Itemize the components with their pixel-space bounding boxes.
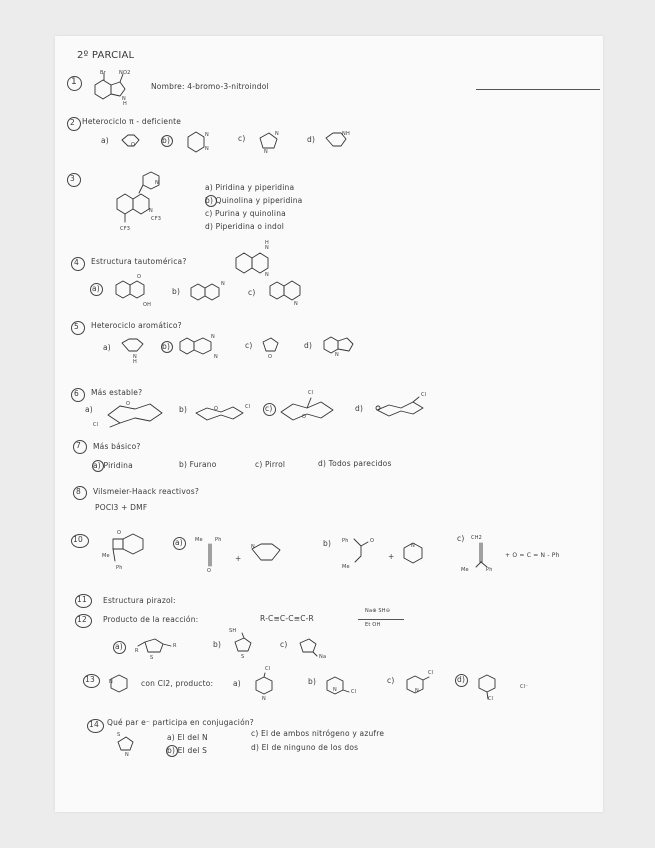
question-text: Heterociclo π - deficiente [82, 117, 182, 126]
option-text: b) Quinolina y piperidina [205, 196, 303, 205]
atom-label: N [125, 752, 129, 758]
question-number: 8 [76, 487, 81, 496]
atom-label: Cl [93, 422, 99, 428]
atom-label: N [109, 679, 113, 685]
atom-label: H [133, 359, 137, 365]
option-text: a) El del N [167, 733, 208, 742]
atom-label: H [265, 240, 269, 246]
option-text: d) Piperidina o indol [205, 222, 285, 231]
atom-label: Cl [245, 404, 251, 410]
indolizine-structure [321, 334, 365, 360]
atom-label: NH [342, 131, 350, 137]
atom-label: Me [461, 567, 469, 573]
atom-label: O [137, 274, 142, 280]
option-label: d) [457, 675, 466, 684]
question-text: Más básico? [93, 442, 141, 451]
atom-label: Ph [486, 567, 493, 573]
option-label: a) [103, 343, 111, 352]
option-label: c) [245, 341, 253, 350]
thiophene-a-structure [135, 636, 179, 662]
question-number: 5 [74, 322, 79, 331]
question-number: 7 [76, 441, 81, 450]
option-label: a) [101, 136, 109, 145]
thiophene-b-structure [229, 632, 263, 660]
question-number: 6 [74, 389, 79, 398]
option-label: d) [304, 341, 313, 350]
option-label: c) [387, 676, 395, 685]
atom-label: N [411, 543, 415, 549]
option-label: d) [307, 135, 316, 144]
atom-label: N [122, 96, 126, 102]
option-label: b) [213, 640, 222, 649]
atom-label: R [135, 648, 139, 654]
reaction-arrow [358, 619, 404, 620]
atom-label: Cl [488, 696, 494, 702]
pyran-structure [119, 132, 141, 150]
chloropyridine-a-structure [252, 672, 282, 700]
atom-label: SH [229, 628, 237, 634]
atom-label: N [133, 354, 137, 360]
atom-label: R [173, 643, 177, 649]
atom-label: S [150, 655, 154, 661]
option-text: c) Pirrol [255, 460, 286, 469]
option-label: b) [162, 136, 171, 145]
atom-label: O [214, 406, 219, 412]
option-label: a) [233, 679, 241, 688]
atom-label: O [131, 142, 136, 148]
option-label: a) [175, 538, 183, 547]
atom-label: NO2 [119, 70, 131, 76]
atom-label: Ph [215, 537, 222, 543]
answer-text: POCl3 + DMF [95, 503, 148, 512]
atom-label: N [335, 352, 339, 358]
atom-label: O [302, 414, 307, 420]
question-text: Heterociclo aromático? [91, 321, 182, 330]
atom-label: CF3 [151, 216, 162, 222]
atom-label: Me [195, 537, 203, 543]
counter-ion: Cl⁻ [520, 684, 529, 690]
option-label: a) [115, 642, 123, 651]
question-text: Estructura pirazol: [103, 596, 176, 605]
option-label: d) [355, 404, 364, 413]
option-label: a) [85, 405, 93, 414]
question-text: con Cl2, producto: [141, 679, 214, 688]
question-number: 13 [85, 675, 95, 684]
chair-conformer-a [105, 401, 167, 431]
question-number: 11 [77, 595, 87, 604]
atom-label: O [370, 538, 375, 544]
question-text: Vilsmeier-Haack reactivos? [93, 487, 200, 496]
atom-label: Ph [116, 565, 123, 571]
option-label: c) [248, 288, 256, 297]
chloropyridine-b-structure [323, 674, 357, 700]
atom-label: N [415, 688, 419, 694]
atom-label: Me [102, 553, 110, 559]
option-text: d) El de ninguno de los dos [251, 743, 359, 752]
exam-title: 2º PARCIAL [77, 50, 135, 61]
atom-label: N [211, 334, 215, 340]
signature-line [476, 89, 600, 90]
option-label: c) [280, 640, 288, 649]
question-text: Producto de la reacción: [103, 615, 199, 624]
option-label: c) [457, 534, 465, 543]
question-number: 14 [89, 720, 99, 729]
question-number: 10 [73, 535, 83, 544]
option-text: a) Piridina [93, 461, 133, 470]
atom-label: S [241, 654, 245, 660]
atom-label: Cl [351, 689, 357, 695]
quinoxaline-structure [233, 248, 281, 278]
plus-sign: + [235, 554, 242, 563]
atom-label: N [264, 149, 268, 155]
question-text: Estructura tautomérica? [91, 257, 187, 266]
atom-label: O [268, 354, 273, 360]
atom-label: OH [143, 302, 152, 308]
indole-structure [90, 71, 140, 106]
benzodiazepine-like-structure [177, 336, 227, 360]
chair-conformer-b [193, 403, 249, 427]
tautomer-c-structure [267, 278, 317, 306]
atom-label: Cl [308, 390, 314, 396]
quinoline-piperidine-structure [95, 171, 175, 231]
question-text: Más estable? [91, 388, 143, 397]
reagent-top: Na⊕ SH⊖ [365, 608, 391, 614]
atom-label: Na [319, 654, 327, 660]
question-text: Qué par e⁻ participa en conjugación? [107, 718, 254, 727]
atom-label: H [123, 101, 127, 107]
option-label: b) [172, 287, 181, 296]
option-label: b) [308, 677, 317, 686]
atom-label: Ph [342, 538, 349, 544]
atom-label: N [265, 272, 269, 278]
atom-label: N [149, 208, 153, 214]
question-number: 4 [74, 258, 79, 267]
atom-label: N [205, 146, 209, 152]
atom-label: N [155, 180, 159, 186]
isocyanate-text: + O = C = N - Ph [505, 552, 560, 559]
option-label: b) [162, 342, 171, 351]
pyridine-structure [107, 672, 137, 698]
atom-label: CH2 [471, 535, 483, 541]
atom-label: N [221, 281, 225, 287]
atom-label: N [251, 544, 255, 550]
reagent-bottom: Et OH [365, 622, 381, 628]
question-text: Nombre: 4-bromo-3-nitroindol [151, 82, 269, 91]
plus-sign: + [388, 552, 395, 561]
question-number: 3 [70, 174, 75, 183]
chair-conformer-d [371, 396, 431, 424]
atom-label: O [117, 530, 122, 536]
atom-label: Cl [265, 666, 271, 672]
atom-label: N [265, 245, 269, 251]
tautomer-a-structure [113, 277, 155, 305]
option-label: a) [92, 284, 100, 293]
imidazole-structure [255, 130, 285, 156]
atom-label: N [294, 301, 298, 307]
option-label: b) [179, 405, 188, 414]
atom-label: N [262, 696, 266, 702]
atom-label: O [207, 568, 212, 574]
atom-label: S [117, 732, 121, 738]
exam-sheet [55, 36, 603, 812]
atom-label: N [214, 354, 218, 360]
azetidinone-structure [105, 531, 165, 569]
atom-label: N [333, 687, 337, 693]
question-number: 12 [77, 615, 87, 624]
enamine-structure [475, 542, 489, 568]
atom-label: CF3 [120, 226, 131, 232]
piperidine-structure [400, 540, 434, 570]
pyrimidine-structure [185, 130, 215, 156]
option-text: a) Piridina y piperidina [205, 183, 295, 192]
question-number: 2 [70, 118, 75, 127]
atom-label: Cl [428, 670, 434, 676]
reaction-equation: R-C≡C-C≡C-R [260, 614, 314, 623]
chair-conformer-c [277, 396, 339, 428]
option-text: d) Todos parecidos [318, 459, 392, 468]
option-text: b) El del S [167, 746, 208, 755]
option-label: b) [323, 539, 332, 548]
atom-label: Cl [421, 392, 427, 398]
atom-label: O [126, 401, 131, 407]
atom-label: N [275, 131, 279, 137]
option-label: c) [238, 134, 246, 143]
atom-label: Me [342, 564, 350, 570]
option-text: c) Purina y quinolina [205, 209, 286, 218]
option-label: c) [265, 404, 273, 413]
option-text: b) Furano [179, 460, 217, 469]
question-number: 1 [71, 77, 77, 87]
atom-label: N [205, 132, 209, 138]
atom-label: Br [100, 70, 106, 76]
option-text: c) El de ambos nitrógeno y azufre [251, 729, 385, 738]
